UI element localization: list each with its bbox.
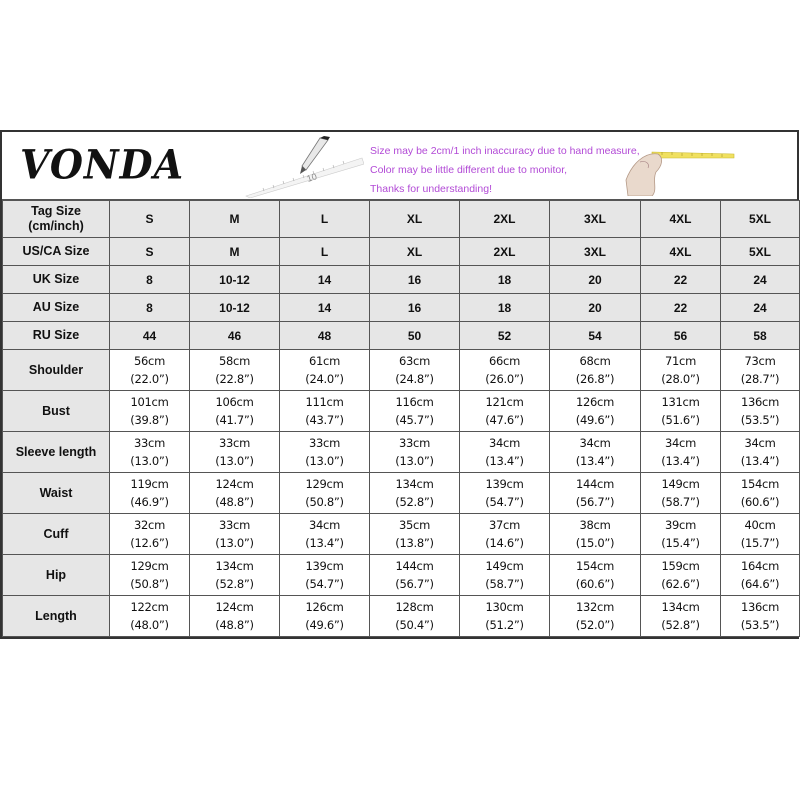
cm-value: 34cm: [579, 436, 611, 450]
cm-value: 139cm: [305, 559, 344, 573]
inch-value: (51.6”): [661, 413, 700, 427]
cell: 5XL: [721, 201, 800, 238]
measurement-row-length: [3, 596, 800, 637]
tag-size-row: [3, 201, 800, 238]
cm-value: 154cm: [576, 559, 614, 573]
cell: 20: [550, 294, 641, 322]
svg-text:10: 10: [305, 171, 319, 184]
inch-value: (39.8”): [130, 413, 169, 427]
cm-value: 134cm: [215, 559, 254, 573]
cell: 20: [550, 266, 641, 294]
measurement-cell: [370, 391, 460, 432]
cm-value: 63cm: [399, 354, 430, 368]
cell: XL: [370, 238, 460, 266]
measurement-cell: [460, 432, 550, 473]
inch-value: (48.8”): [215, 618, 254, 632]
inch-value: (13.0”): [215, 454, 254, 468]
cell: 10-12: [190, 266, 280, 294]
inch-value: (49.6”): [305, 618, 344, 632]
measurement-cell: [641, 473, 721, 514]
inch-value: (13.4”): [575, 454, 615, 468]
cm-value: 144cm: [576, 477, 614, 491]
measurement-cell: [721, 391, 800, 432]
au-size-row: [3, 294, 800, 322]
cm-value: 56cm: [134, 354, 165, 368]
cell: M: [190, 201, 280, 238]
cell: 16: [370, 266, 460, 294]
inch-value: (26.0”): [485, 372, 524, 386]
cm-value: 132cm: [576, 600, 614, 614]
inch-value: (52.8”): [661, 618, 700, 632]
row-label: Shoulder: [3, 350, 110, 391]
cm-value: 33cm: [399, 436, 430, 450]
inch-value: (13.0”): [395, 454, 434, 468]
inch-value: (22.0”): [130, 372, 169, 386]
inch-value: (53.5”): [740, 618, 780, 632]
measurement-cell: [550, 473, 641, 514]
cell: 2XL: [460, 238, 550, 266]
measurement-cell: [641, 555, 721, 596]
cm-value: 34cm: [744, 436, 776, 450]
cell: 14: [280, 294, 370, 322]
measurement-cell: [370, 473, 460, 514]
inch-value: (60.6”): [575, 577, 615, 591]
measurement-cell: [460, 473, 550, 514]
inch-value: (58.7”): [661, 495, 700, 509]
cm-value: 130cm: [485, 600, 524, 614]
size-chart: [0, 130, 799, 639]
measurement-cell: [110, 391, 190, 432]
chart-header: [2, 132, 797, 200]
measurement-cell: [110, 555, 190, 596]
cm-value: 33cm: [309, 436, 340, 450]
inch-value: (64.6”): [740, 577, 780, 591]
cm-value: 129cm: [130, 559, 169, 573]
hand-measuring-tape-icon: [622, 138, 742, 196]
measurement-row-sleeve-length: [3, 432, 800, 473]
inch-value: (24.8”): [395, 372, 434, 386]
measurement-cell: [190, 350, 280, 391]
inch-value: (15.7”): [740, 536, 780, 550]
cm-value: 126cm: [576, 395, 614, 409]
cm-value: 134cm: [395, 477, 434, 491]
cm-value: 119cm: [130, 477, 169, 491]
cm-value: 154cm: [741, 477, 779, 491]
inch-value: (49.6”): [575, 413, 615, 427]
cell: 3XL: [550, 201, 641, 238]
cm-value: 124cm: [215, 600, 254, 614]
cell: 46: [190, 322, 280, 350]
measurement-cell: [190, 473, 280, 514]
cm-value: 134cm: [661, 600, 700, 614]
measurement-cell: [280, 514, 370, 555]
cell: 3XL: [550, 238, 641, 266]
measurement-cell: [190, 555, 280, 596]
measurement-cell: [550, 391, 641, 432]
row-label: US/CA Size: [3, 238, 110, 266]
cm-value: 34cm: [309, 518, 340, 532]
cm-value: 66cm: [489, 354, 520, 368]
cm-value: 121cm: [485, 395, 524, 409]
notice-line: Thanks for understanding!: [370, 183, 492, 195]
cm-value: 37cm: [489, 518, 520, 532]
cm-value: 164cm: [741, 559, 779, 573]
inch-value: (13.0”): [130, 454, 169, 468]
cm-value: 33cm: [134, 436, 165, 450]
measurement-cell: [280, 555, 370, 596]
measurement-cell: [460, 555, 550, 596]
measurement-cell: [110, 514, 190, 555]
measurement-cell: [550, 350, 641, 391]
inch-value: (13.8”): [395, 536, 434, 550]
inch-value: (26.8”): [575, 372, 615, 386]
inch-value: (48.0”): [130, 618, 169, 632]
row-label: RU Size: [3, 322, 110, 350]
cell: 56: [641, 322, 721, 350]
cm-value: 136cm: [741, 395, 779, 409]
measurement-cell: [460, 514, 550, 555]
cell: 16: [370, 294, 460, 322]
us-ca-size-row: [3, 238, 800, 266]
row-label: Cuff: [3, 514, 110, 555]
size-table: [2, 200, 800, 637]
inch-value: (58.7”): [485, 577, 524, 591]
inch-value: (43.7”): [305, 413, 344, 427]
measurement-cell: [280, 432, 370, 473]
measurement-cell: [721, 432, 800, 473]
inch-value: (47.6”): [485, 413, 524, 427]
inch-value: (13.4”): [305, 536, 344, 550]
inch-value: (46.9”): [130, 495, 169, 509]
cell: XL: [370, 201, 460, 238]
cm-value: 58cm: [219, 354, 250, 368]
cell: L: [280, 201, 370, 238]
measurement-cell: [721, 596, 800, 637]
cell: S: [110, 201, 190, 238]
row-label: [3, 201, 110, 238]
cell: 18: [460, 294, 550, 322]
inch-value: (13.4”): [485, 454, 524, 468]
cell: 22: [641, 266, 721, 294]
inch-value: (13.0”): [215, 536, 254, 550]
row-label: Hip: [3, 555, 110, 596]
cell: 54: [550, 322, 641, 350]
cell: 58: [721, 322, 800, 350]
cm-value: 106cm: [215, 395, 254, 409]
cell: 2XL: [460, 201, 550, 238]
measurement-cell: [190, 514, 280, 555]
cell: 5XL: [721, 238, 800, 266]
inch-value: (62.6”): [661, 577, 700, 591]
cell: 10-12: [190, 294, 280, 322]
cell: 22: [641, 294, 721, 322]
measurement-rows: [3, 350, 800, 637]
measurement-cell: [280, 391, 370, 432]
measurement-cell: [190, 432, 280, 473]
inch-value: (28.7”): [740, 372, 780, 386]
cell: 44: [110, 322, 190, 350]
cell: 8: [110, 266, 190, 294]
label-line: Tag Size: [31, 204, 81, 218]
inch-value: (24.0”): [305, 372, 344, 386]
inch-value: (50.4”): [395, 618, 434, 632]
cell: M: [190, 238, 280, 266]
measurement-cell: [280, 596, 370, 637]
measurement-row-cuff: [3, 514, 800, 555]
cm-value: 68cm: [579, 354, 611, 368]
inch-value: (54.7”): [485, 495, 524, 509]
cm-value: 159cm: [661, 559, 700, 573]
cm-value: 61cm: [309, 354, 340, 368]
cell: S: [110, 238, 190, 266]
cell: 24: [721, 266, 800, 294]
measurement-row-waist: [3, 473, 800, 514]
cm-value: 34cm: [665, 436, 696, 450]
measurement-row-bust: [3, 391, 800, 432]
inch-value: (56.7”): [395, 577, 434, 591]
cm-value: 139cm: [485, 477, 524, 491]
measurement-row-hip: [3, 555, 800, 596]
inch-value: (51.2”): [485, 618, 524, 632]
cm-value: 38cm: [579, 518, 611, 532]
measurement-cell: [550, 555, 641, 596]
inch-value: (41.7”): [215, 413, 254, 427]
inch-value: (14.6”): [485, 536, 524, 550]
cell: 8: [110, 294, 190, 322]
inch-value: (56.7”): [575, 495, 615, 509]
inch-value: (13.4”): [740, 454, 780, 468]
measurement-cell: [641, 391, 721, 432]
measurement-cell: [641, 514, 721, 555]
measurement-cell: [110, 350, 190, 391]
inch-value: (15.0”): [575, 536, 615, 550]
cm-value: 71cm: [665, 354, 696, 368]
notice-line: Size may be 2cm/1 inch inaccuracy due to hand measure,: [370, 145, 640, 157]
cell: 18: [460, 266, 550, 294]
measurement-cell: [460, 350, 550, 391]
measurement-cell: [370, 555, 460, 596]
cm-value: 124cm: [215, 477, 254, 491]
cm-value: 128cm: [395, 600, 434, 614]
inch-value: (50.8”): [130, 577, 169, 591]
row-label: AU Size: [3, 294, 110, 322]
inch-value: (52.8”): [395, 495, 434, 509]
measurement-cell: [460, 596, 550, 637]
measurement-cell: [460, 391, 550, 432]
brand-logo: VONDA: [20, 140, 185, 189]
cm-value: 101cm: [130, 395, 169, 409]
cm-value: 35cm: [399, 518, 430, 532]
cell: 4XL: [641, 238, 721, 266]
inch-value: (53.5”): [740, 413, 780, 427]
cell: 48: [280, 322, 370, 350]
cm-value: 33cm: [219, 436, 250, 450]
cm-value: 131cm: [661, 395, 700, 409]
cm-value: 32cm: [134, 518, 165, 532]
row-label: Bust: [3, 391, 110, 432]
inch-value: (45.7”): [395, 413, 434, 427]
cm-value: 116cm: [395, 395, 434, 409]
cell: 24: [721, 294, 800, 322]
inch-value: (48.8”): [215, 495, 254, 509]
cm-value: 149cm: [661, 477, 700, 491]
inch-value: (52.0”): [575, 618, 615, 632]
uk-size-row: [3, 266, 800, 294]
cell: 52: [460, 322, 550, 350]
measurement-cell: [550, 514, 641, 555]
measurement-cell: [110, 596, 190, 637]
row-label: Length: [3, 596, 110, 637]
cm-value: 144cm: [395, 559, 434, 573]
row-label: Sleeve length: [3, 432, 110, 473]
cell: L: [280, 238, 370, 266]
inch-value: (28.0”): [661, 372, 700, 386]
cm-value: 33cm: [219, 518, 250, 532]
cm-value: 122cm: [130, 600, 169, 614]
measurement-notice: [370, 142, 640, 199]
cm-value: 129cm: [305, 477, 344, 491]
cm-value: 39cm: [665, 518, 696, 532]
ru-size-row: [3, 322, 800, 350]
measurement-row-shoulder: [3, 350, 800, 391]
measurement-cell: [370, 350, 460, 391]
inch-value: (15.4”): [661, 536, 700, 550]
cm-value: 126cm: [305, 600, 344, 614]
inch-value: (13.4”): [661, 454, 700, 468]
measurement-cell: [641, 432, 721, 473]
measurement-cell: [721, 555, 800, 596]
cm-value: 73cm: [744, 354, 776, 368]
inch-value: (60.6”): [740, 495, 780, 509]
measurement-cell: [721, 350, 800, 391]
measurement-cell: [550, 596, 641, 637]
measurement-cell: [370, 432, 460, 473]
inch-value: (12.6”): [130, 536, 169, 550]
cell: 4XL: [641, 201, 721, 238]
label-line: (cm/inch): [28, 219, 84, 233]
row-label: Waist: [3, 473, 110, 514]
inch-value: (13.0”): [305, 454, 344, 468]
cm-value: 149cm: [485, 559, 524, 573]
cell: 14: [280, 266, 370, 294]
measurement-cell: [721, 473, 800, 514]
measurement-cell: [280, 473, 370, 514]
cm-value: 40cm: [744, 518, 776, 532]
pencil-ruler-icon: [244, 136, 364, 198]
inch-value: (52.8”): [215, 577, 254, 591]
measurement-cell: [190, 391, 280, 432]
measurement-cell: [550, 432, 641, 473]
cm-value: 136cm: [741, 600, 779, 614]
measurement-cell: [110, 432, 190, 473]
measurement-cell: [370, 514, 460, 555]
measurement-cell: [721, 514, 800, 555]
cell: 50: [370, 322, 460, 350]
row-label: UK Size: [3, 266, 110, 294]
measurement-cell: [110, 473, 190, 514]
inch-value: (50.8”): [305, 495, 344, 509]
measurement-cell: [190, 596, 280, 637]
measurement-cell: [370, 596, 460, 637]
measurement-cell: [641, 596, 721, 637]
measurement-cell: [641, 350, 721, 391]
cm-value: 34cm: [489, 436, 520, 450]
notice-line: Color may be little different due to monitor,: [370, 164, 568, 176]
inch-value: (22.8”): [215, 372, 254, 386]
inch-value: (54.7”): [305, 577, 344, 591]
cm-value: 111cm: [305, 395, 344, 409]
measurement-cell: [280, 350, 370, 391]
